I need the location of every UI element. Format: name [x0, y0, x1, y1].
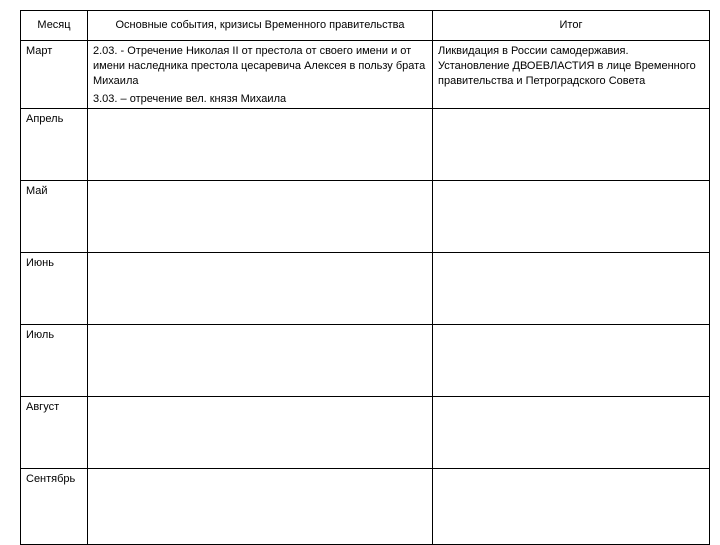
header-month: Месяц [21, 11, 88, 41]
month-label: Апрель [21, 109, 88, 181]
result-text: Ликвидация в России самодержавия. [438, 45, 629, 57]
event-text: 2.03. - Отречение Николая II от престола от своего имени и от имени наследника престола цесаревича Алексея в пользу брата Михаила [93, 45, 426, 87]
header-events: Основные события, кризисы Временного правительства [88, 11, 433, 41]
month-label: Май [21, 181, 88, 253]
events-cell [88, 41, 433, 109]
month-label: Июнь [21, 253, 88, 325]
month-label: Июль [21, 325, 88, 397]
events-cell [88, 181, 433, 253]
events-cell [88, 109, 433, 181]
header-result: Итог [433, 11, 710, 41]
events-cell [88, 325, 433, 397]
table-row-april [21, 109, 710, 181]
result-text: Установление ДВОЕВЛАСТИЯ в лице Временного правительства и Петроградского Совета [438, 60, 696, 87]
events-table [20, 10, 710, 545]
result-cell [433, 325, 710, 397]
result-cell [433, 181, 710, 253]
table-row-may [21, 181, 710, 253]
table-header-row [21, 11, 710, 41]
events-cell [88, 469, 433, 545]
result-cell [433, 469, 710, 545]
result-cell [433, 253, 710, 325]
table-row-september [21, 469, 710, 545]
result-cell [433, 397, 710, 469]
month-cell [21, 41, 88, 109]
table-row-august [21, 397, 710, 469]
result-cell [433, 109, 710, 181]
month-label: Март [26, 45, 53, 57]
event-text: 3.03. – отречение вел. князя Михаила [93, 93, 287, 105]
month-label: Сентябрь [21, 469, 88, 545]
month-label: Август [21, 397, 88, 469]
result-cell [433, 41, 710, 109]
events-cell [88, 397, 433, 469]
table-row-june [21, 253, 710, 325]
table-row-july [21, 325, 710, 397]
table-row-march [21, 41, 710, 109]
events-cell [88, 253, 433, 325]
